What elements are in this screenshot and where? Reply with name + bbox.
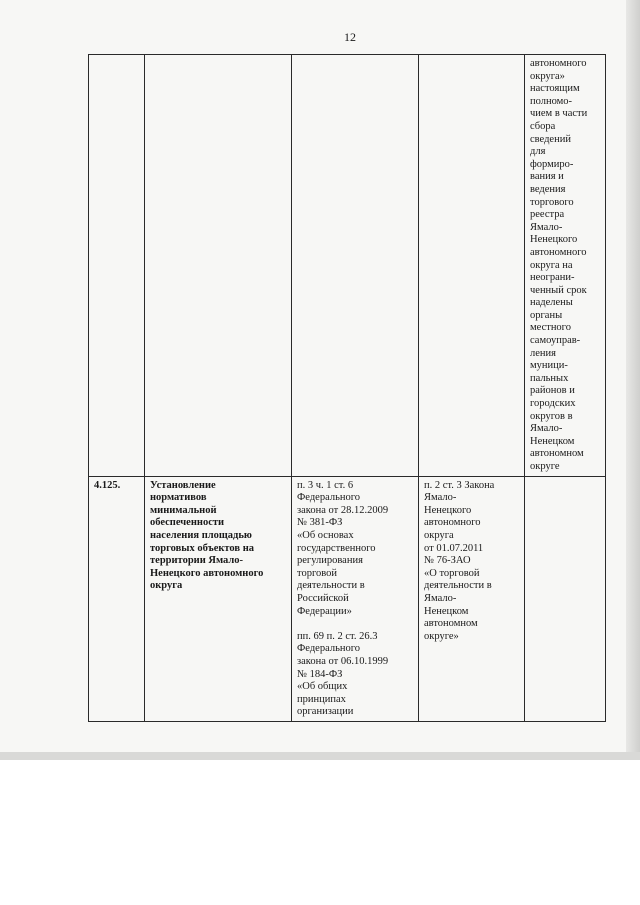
page-number: 12 [344, 30, 356, 44]
scan-bottom-edge [0, 752, 640, 760]
table-row-4-125 [89, 476, 606, 721]
cell-powers: Установление нормативов минимальной обеспеченности населения площадью торговых объектов на территории Ямало- Ненецкого автономного округа [145, 476, 292, 721]
cell-note: автономного округа» настоящим полномо- чием в части сбора сведений для формиро- вания и ведения торгового реестра Ямало- Ненецкого автономного округа на неограни- ченный срок наделены органы местного самоуправ- ления муници- пальных районов и городских округов в Ямало- Ненецком автономном округе [525, 55, 606, 477]
cell-regional-basis: п. 2 ст. 3 Закона Ямало- Ненецкого автономного округа от 01.07.2011 № 76-ЗАО «О торговой деятельности в Ямало- Ненецком автономном округе» [419, 476, 525, 721]
cell-note [525, 476, 606, 721]
cell-regional-basis [419, 55, 525, 477]
document-table [88, 54, 606, 722]
table-row-continuation [89, 55, 606, 477]
cell-federal-basis: п. 3 ч. 1 ст. 6 Федерального закона от 28.12.2009 № 381-ФЗ «Об основах государственного регулирования торговой деятельности в Российской Федерации» пп. 69 п. 2 ст. 26.3 Федерального закона от 06.10.1999 № 184-ФЗ «Об общих принципах организации [292, 476, 419, 721]
scan-edge-shadow [626, 0, 640, 760]
cell-number [89, 55, 145, 477]
cell-powers [145, 55, 292, 477]
cell-number: 4.125. [89, 476, 145, 721]
cell-federal-basis [292, 55, 419, 477]
